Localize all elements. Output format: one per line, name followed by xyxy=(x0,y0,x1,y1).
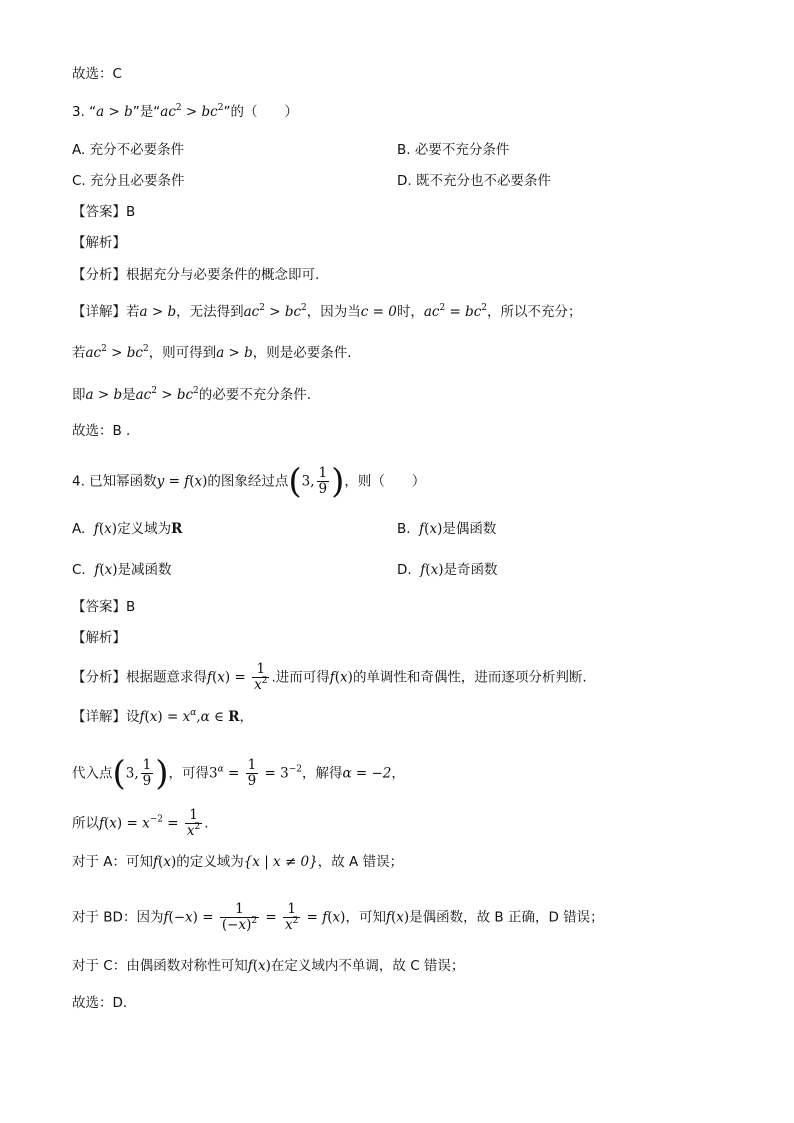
q4-analysis: 【分析】根据题意求得f(x) = $\frac{1}{x^2}$ .进而可得f(x)的单调性和奇偶性，进而逐项分析判断. xyxy=(72,661,587,693)
q4-detail-line-3: 所以$f(x) = x^{-2}$ = $\frac{1}{x^2}$ . xyxy=(72,807,209,839)
q4-detail-line-5: 对于 BD：因为f(−x) = $\frac{1}{(-x)^2}$ = $\frac{1}{x^2}$ = f(x)，可知f(x)是偶函数，故 B 正确，D 错误； xyxy=(72,901,604,933)
question-3-stem: 3. “a > b”是“$ac^2 > bc^2$”的（ ） xyxy=(72,103,298,120)
q3-answer: 【答案】B xyxy=(72,204,136,220)
q4-answer: 【答案】B xyxy=(72,599,136,615)
q4-detail-line-4: 对于 A：可知f(x)的定义域为{x | x ≠ 0}，故 A 错误； xyxy=(72,854,404,870)
q4-detail-line-1: 【详解】设$f(x) = x^\alpha,\alpha$ ∈ R， xyxy=(72,708,253,725)
q3-option-b: B. 必要不充分条件 xyxy=(397,142,510,158)
q3-option-a: A. 充分不必要条件 xyxy=(72,142,185,158)
question-4-stem: 4. 已知幂函数y = f(x)的图象经过点(3, $\frac{1}{9}$ )，则（ ） xyxy=(72,461,426,502)
q4-detail-line-6: 对于 C：由偶函数对称性可知f(x)在定义域内不单调，故 C 错误； xyxy=(72,958,465,974)
previous-answer-line: 故选：C xyxy=(72,66,122,82)
fraction-one-over-x-squared: $\frac{1}{x^2}$ xyxy=(254,661,268,693)
q4-detail-line-2: 代入点(3, $\frac{1}{9}$ )，可得$3^\alpha$ = $\frac{1}{9}$ = $3^{-2}$，解得α = −2， xyxy=(72,753,405,794)
q4-option-b: B. f(x)是偶函数 xyxy=(397,521,497,537)
q3-analysis-heading: 【解析】 xyxy=(72,235,126,251)
fraction-one-ninth: $\frac{1}{9}$ xyxy=(318,465,328,497)
q3-detail-line-1: 【详解】若a > b，无法得到$ac^2 > bc^2$，因为当c = 0时，$ac^2 = bc^2$，所以不充分； xyxy=(72,303,582,320)
q4-option-d: D. f(x)是奇函数 xyxy=(397,562,498,578)
q3-detail-line-3: 即a > b是$ac^2 > bc^2$的必要不充分条件. xyxy=(72,386,312,403)
q4-option-a: A. f(x)定义域为R xyxy=(72,521,183,537)
q4-analysis-heading: 【解析】 xyxy=(72,630,126,646)
q3-option-c: C. 充分且必要条件 xyxy=(72,173,185,189)
q3-conclusion: 故选：B . xyxy=(72,423,131,439)
q4-option-c: C. f(x)是减函数 xyxy=(72,562,172,578)
q3-detail-line-2: 若$ac^2 > bc^2$，则可得到a > b，则是必要条件. xyxy=(72,344,352,361)
q4-conclusion: 故选：D. xyxy=(72,995,128,1011)
q3-analysis: 【分析】根据充分与必要条件的概念即可. xyxy=(72,267,320,283)
q3-option-d: D. 既不充分也不必要条件 xyxy=(397,173,551,189)
